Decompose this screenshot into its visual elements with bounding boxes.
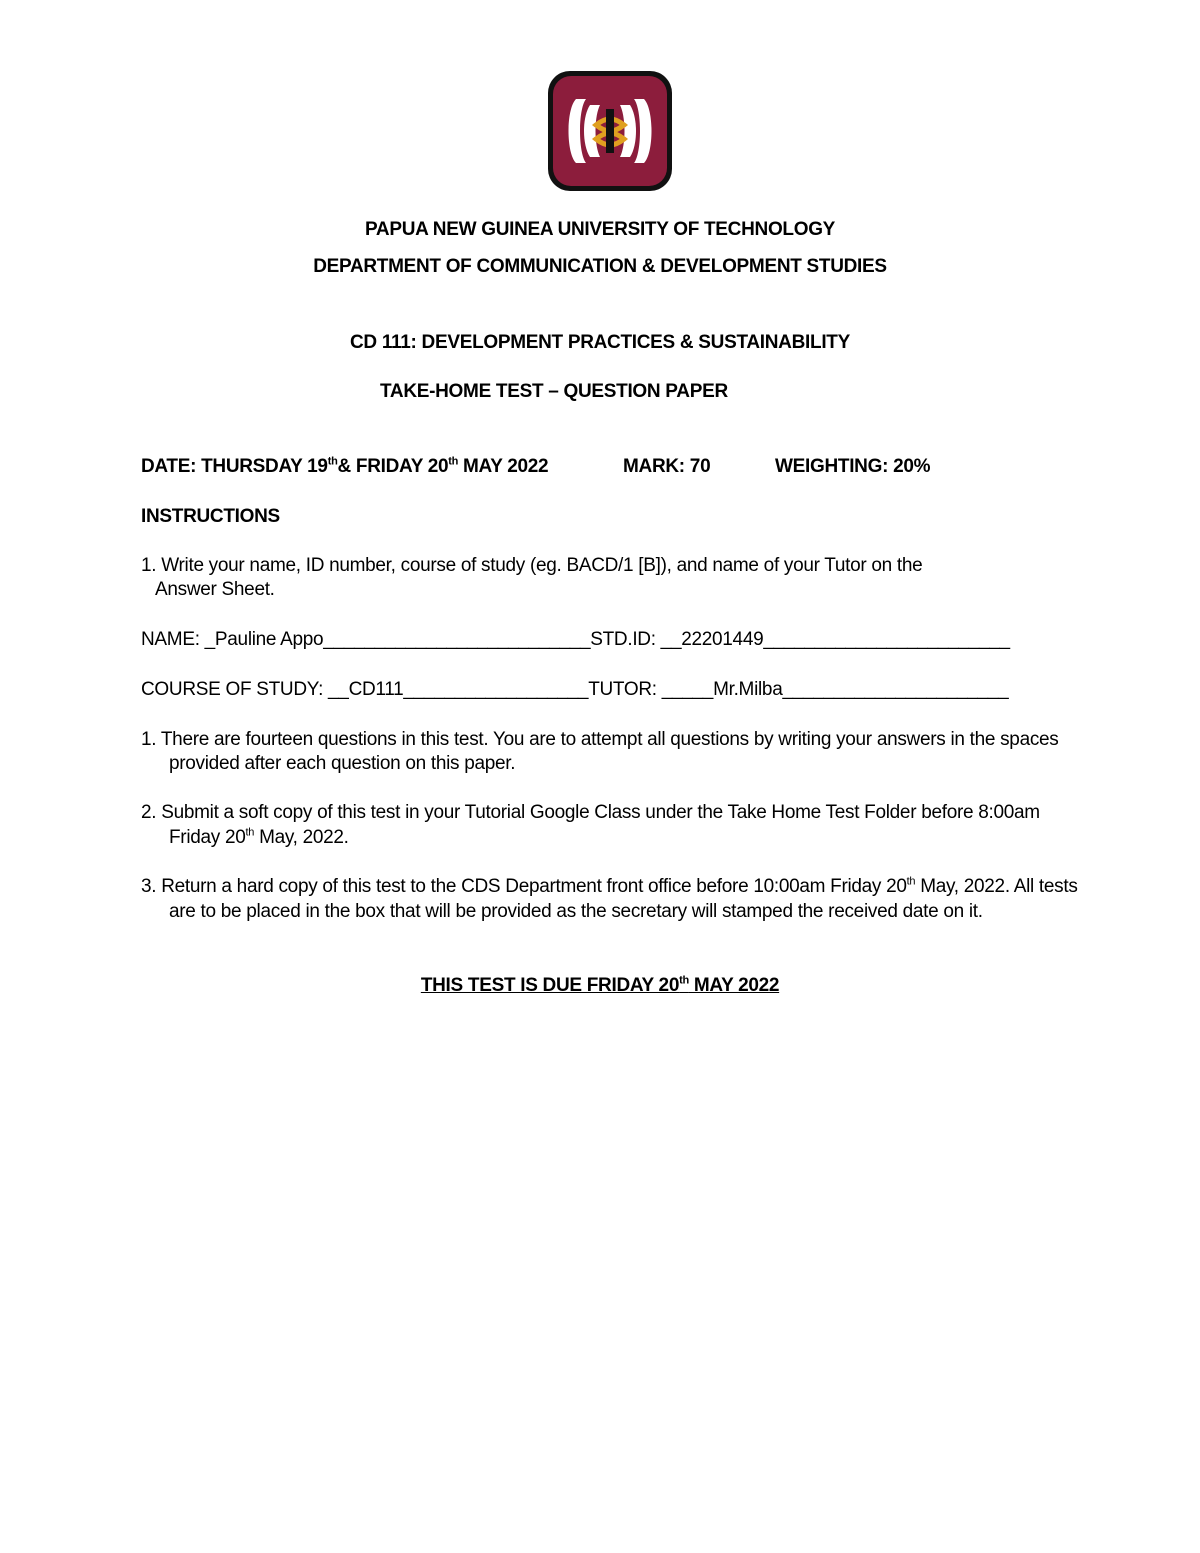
instruction-item: 1. Write your name, ID number, course of study (eg. BACD/1 [B]), and name of your Tutor on the bbox=[141, 555, 923, 576]
test-mark: MARK: 70 bbox=[623, 456, 711, 477]
instruction-item-continued: provided after each question on this paper. bbox=[169, 753, 516, 774]
test-date: DATE: THURSDAY 19th& FRIDAY 20th MAY 2022 bbox=[141, 455, 549, 477]
test-weighting: WEIGHTING: 20% bbox=[775, 456, 931, 477]
instruction-item-continued: Friday 20th May, 2022. bbox=[169, 826, 349, 848]
course-tutor-line: COURSE OF STUDY: __CD111__________________TUTOR: _____Mr.Milba______________________ bbox=[141, 679, 1009, 700]
university-name: PAPUA NEW GUINEA UNIVERSITY OF TECHNOLOGY bbox=[364, 219, 836, 240]
university-logo bbox=[546, 69, 674, 193]
instruction-item-continued: are to be placed in the box that will be provided as the secretary will stamped the received date on it. bbox=[169, 901, 983, 922]
instruction-item: 2. Submit a soft copy of this test in your Tutorial Google Class under the Take Home Test Folder before 8:00am bbox=[141, 802, 1040, 823]
paper-type: TAKE-HOME TEST – QUESTION PAPER bbox=[380, 381, 728, 402]
due-date-notice: THIS TEST IS DUE FRIDAY 20th MAY 2022 bbox=[420, 974, 780, 996]
instruction-item: 3. Return a hard copy of this test to the CDS Department front office before 10:00am Friday 20th May, 2022. All tests bbox=[141, 875, 1078, 897]
instruction-item: 1. There are fourteen questions in this test. You are to attempt all questions by writing your answers in the spaces bbox=[141, 729, 1059, 750]
student-name-id-line: NAME: _Pauline Appo__________________________STD.ID: __22201449________________________ bbox=[141, 629, 1010, 650]
instruction-item-continued: Answer Sheet. bbox=[155, 579, 275, 600]
instructions-heading: INSTRUCTIONS bbox=[141, 506, 280, 527]
department-name: DEPARTMENT OF COMMUNICATION & DEVELOPMENT STUDIES bbox=[313, 256, 887, 277]
course-title: CD 111: DEVELOPMENT PRACTICES & SUSTAINABILITY bbox=[350, 332, 850, 353]
